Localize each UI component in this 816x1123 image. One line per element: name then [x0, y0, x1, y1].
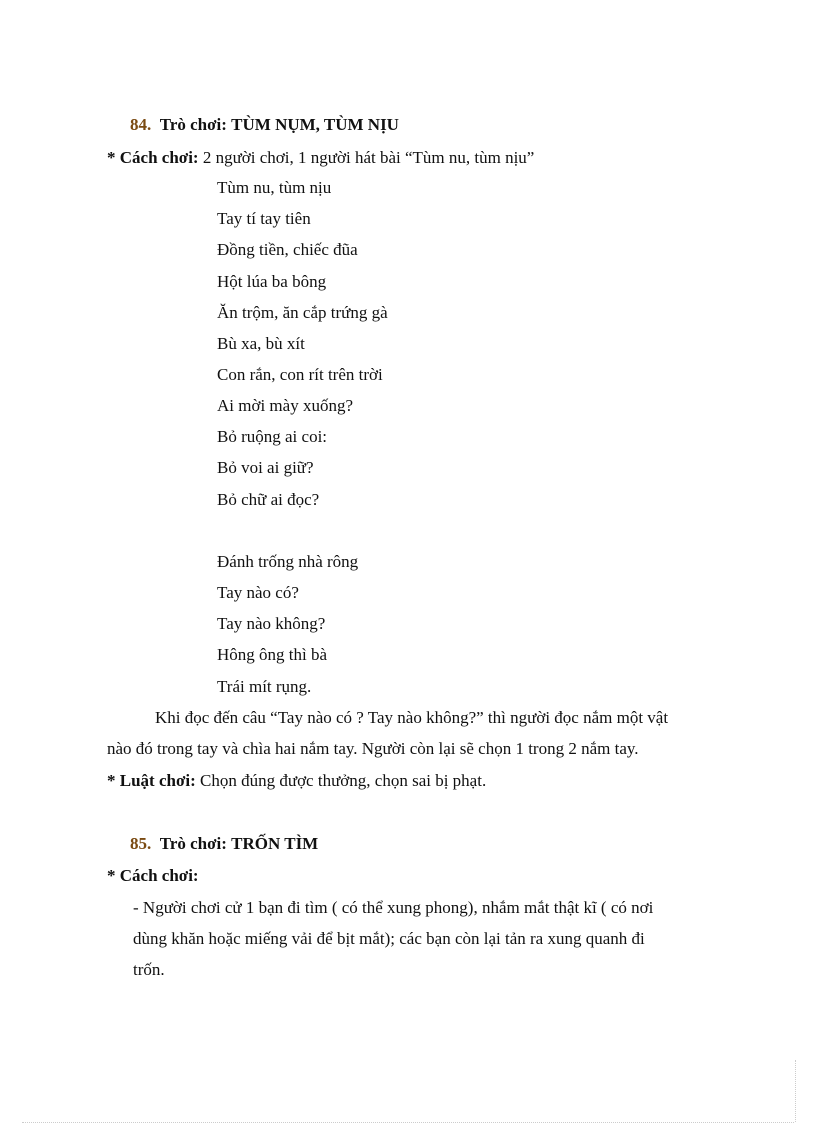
paragraph-line: trốn. — [133, 960, 165, 979]
howto-line — [107, 866, 199, 886]
rule-label: * Luật chơi: — [107, 771, 196, 790]
section-number: 84. — [130, 115, 152, 134]
verse-line: Hông ông thì bà — [217, 645, 328, 664]
verse-line: Trái mít rụng. — [217, 677, 312, 696]
howto-line — [107, 148, 534, 168]
verse-line: Ai mời mày xuống? — [217, 396, 353, 415]
section-number: 85. — [130, 834, 152, 853]
verse-line: Đồng tiền, chiếc đũa — [217, 240, 358, 259]
paragraph-line: nào đó trong tay và chìa hai nắm tay. Người còn lại sẽ chọn 1 trong 2 nắm tay. — [107, 739, 639, 758]
rule-text: Chọn đúng được thưởng, chọn sai bị phạt. — [200, 771, 487, 790]
verse-line: Tùm nu, tùm nịu — [217, 178, 332, 197]
howto-text: 2 người chơi, 1 người hát bài “Tùm nu, tùm nịu” — [202, 148, 535, 167]
howto-label: * Cách chơi: — [107, 866, 199, 885]
verse-line: Con rắn, con rít trên trời — [217, 365, 383, 384]
verse-line: Ăn trộm, ăn cắp trứng gà — [217, 303, 388, 322]
verse-line: Bỏ chữ ai đọc? — [217, 490, 320, 509]
side-dotted-rule — [795, 1060, 796, 1122]
section-title: TÙM NỤM, TÙM NỊU — [231, 115, 399, 134]
section-85-heading — [130, 834, 318, 854]
paragraph-line: Khi đọc đến câu “Tay nào có ? Tay nào không?” thì người đọc nắm một vật — [155, 708, 669, 727]
paragraph-line: - Người chơi cử 1 bạn đi tìm ( có thể xung phong), nhắm mắt thật kĩ ( có nơi — [133, 898, 654, 917]
verse-line: Tay tí tay tiên — [217, 209, 311, 228]
verse-line: Bỏ voi ai giữ? — [217, 458, 314, 477]
verse-line: Hột lúa ba bông — [217, 272, 327, 291]
verse-line: Tay nào không? — [217, 614, 326, 633]
rule-line — [107, 771, 486, 791]
verse-line: Bù xa, bù xít — [217, 334, 305, 353]
verse-line: Đánh trống nhà rông — [217, 552, 359, 571]
section-label: Trò chơi: — [159, 115, 227, 134]
verse-line: Bỏ ruộng ai coi: — [217, 427, 328, 446]
section-title: TRỐN TÌM — [231, 834, 319, 853]
section-84-heading — [130, 115, 399, 135]
section-label: Trò chơi: — [159, 834, 227, 853]
paragraph-line: dùng khăn hoặc miếng vải để bịt mắt); các bạn còn lại tản ra xung quanh đi — [133, 929, 645, 948]
howto-label: * Cách chơi: — [107, 148, 199, 167]
verse-line: Tay nào có? — [217, 583, 299, 602]
